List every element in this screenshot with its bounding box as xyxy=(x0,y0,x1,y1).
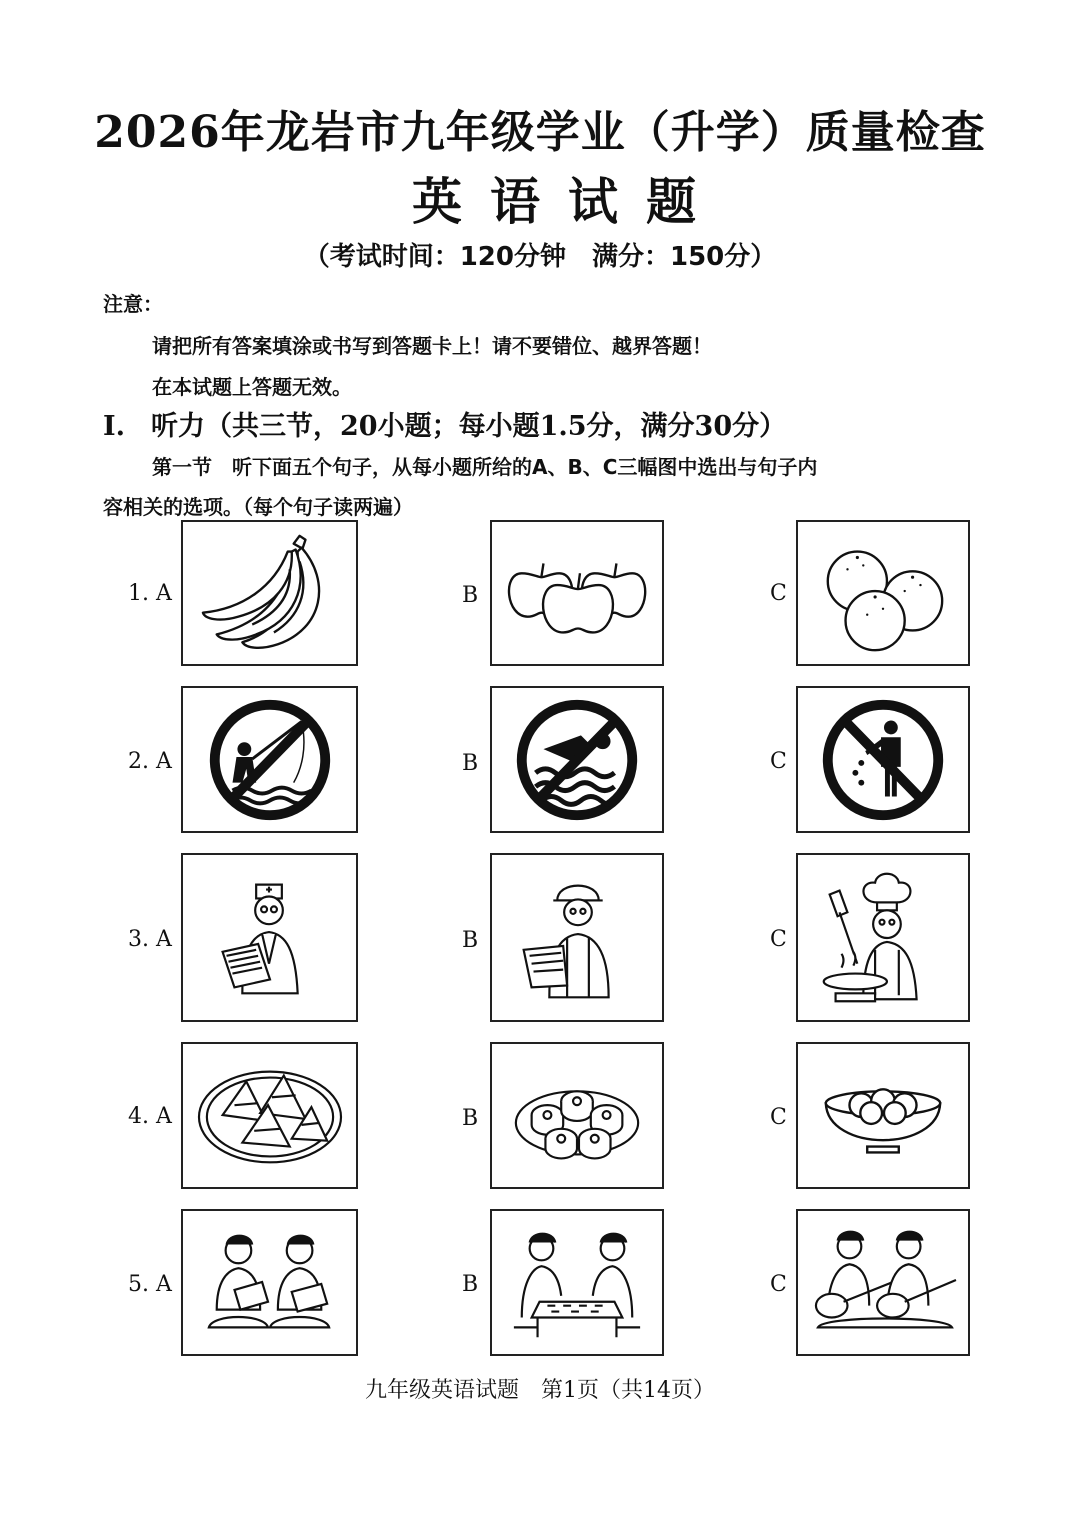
question-3-option-b-label: B xyxy=(462,928,479,953)
no-swimming-sign-icon xyxy=(492,688,662,831)
exam-info: （考试时间：120分钟 满分：150分） xyxy=(303,242,777,272)
question-4-option-c-image xyxy=(796,1042,970,1189)
question-4-option-b-image xyxy=(490,1042,664,1189)
subject-title: 英语试题 xyxy=(412,172,724,231)
mooncakes-icon xyxy=(492,1044,662,1187)
oranges-icon xyxy=(798,522,968,664)
no-fishing-sign-icon xyxy=(183,688,356,831)
notes-line-1: 请把所有答案填涂或书写到答题卡上！请不要错位、越界答题！ xyxy=(152,334,712,358)
question-1-option-c-label: C xyxy=(770,581,787,606)
question-2-option-c-label: C xyxy=(770,749,787,774)
question-4-option-c-label: C xyxy=(770,1105,787,1130)
question-4-option-a-image xyxy=(181,1042,358,1189)
question-5-option-b-label: B xyxy=(462,1272,479,1297)
students-writing-icon xyxy=(183,1211,356,1354)
apples-icon xyxy=(492,522,662,664)
question-5-option-a-image xyxy=(181,1209,358,1356)
students-playing-chess-icon xyxy=(492,1211,662,1354)
question-5-option-b-image xyxy=(490,1209,664,1356)
question-5-option-c-label: C xyxy=(770,1272,787,1297)
section-number: I. xyxy=(103,411,126,442)
exam-title: 2026年龙岩市九年级学业（升学）质量检查 xyxy=(94,107,986,158)
question-5-label: 5. A xyxy=(128,1272,172,1297)
question-5-option-c-image xyxy=(796,1209,970,1356)
question-1-option-b-image xyxy=(490,520,664,666)
question-3-option-c-image xyxy=(796,853,970,1022)
page-footer: 九年级英语试题 第1页（共14页） xyxy=(365,1378,715,1403)
zongzi-icon xyxy=(183,1044,356,1187)
section-instruction-line-1: 第一节 听下面五个句子，从每小题所给的A、B、C三幅图中选出与句子内 xyxy=(152,455,818,479)
question-1-option-b-label: B xyxy=(462,583,479,608)
question-3-label: 3. A xyxy=(128,927,172,952)
chef-icon xyxy=(798,855,968,1020)
question-3-option-b-image xyxy=(490,853,664,1022)
students-playing-guitar-icon xyxy=(798,1211,968,1354)
question-4-label: 4. A xyxy=(128,1104,172,1129)
question-2-option-b-label: B xyxy=(462,751,479,776)
question-2-label: 2. A xyxy=(128,749,172,774)
question-2-option-b-image xyxy=(490,686,664,833)
question-1-option-a-image xyxy=(181,520,358,666)
section-instruction-line-2: 容相关的选项。（每个句子读两遍） xyxy=(103,495,413,519)
construction-worker-icon xyxy=(492,855,662,1020)
notes-label: 注意： xyxy=(103,292,163,316)
question-1-option-c-image xyxy=(796,520,970,666)
question-1-label: 1. A xyxy=(128,581,172,606)
no-littering-sign-icon xyxy=(798,688,968,831)
bananas-icon xyxy=(183,522,356,664)
section-heading xyxy=(103,404,786,443)
question-2-option-c-image xyxy=(796,686,970,833)
question-3-option-c-label: C xyxy=(770,927,787,952)
question-3-option-a-image xyxy=(181,853,358,1022)
question-4-option-b-label: B xyxy=(462,1106,479,1131)
section-heading-text: 听力（共三节，20小题；每小题1.5分，满分30分） xyxy=(151,411,787,442)
notes-line-2: 在本试题上答题无效。 xyxy=(152,375,352,399)
tangyuan-icon xyxy=(798,1044,968,1187)
question-2-option-a-image xyxy=(181,686,358,833)
doctor-icon xyxy=(183,855,356,1020)
